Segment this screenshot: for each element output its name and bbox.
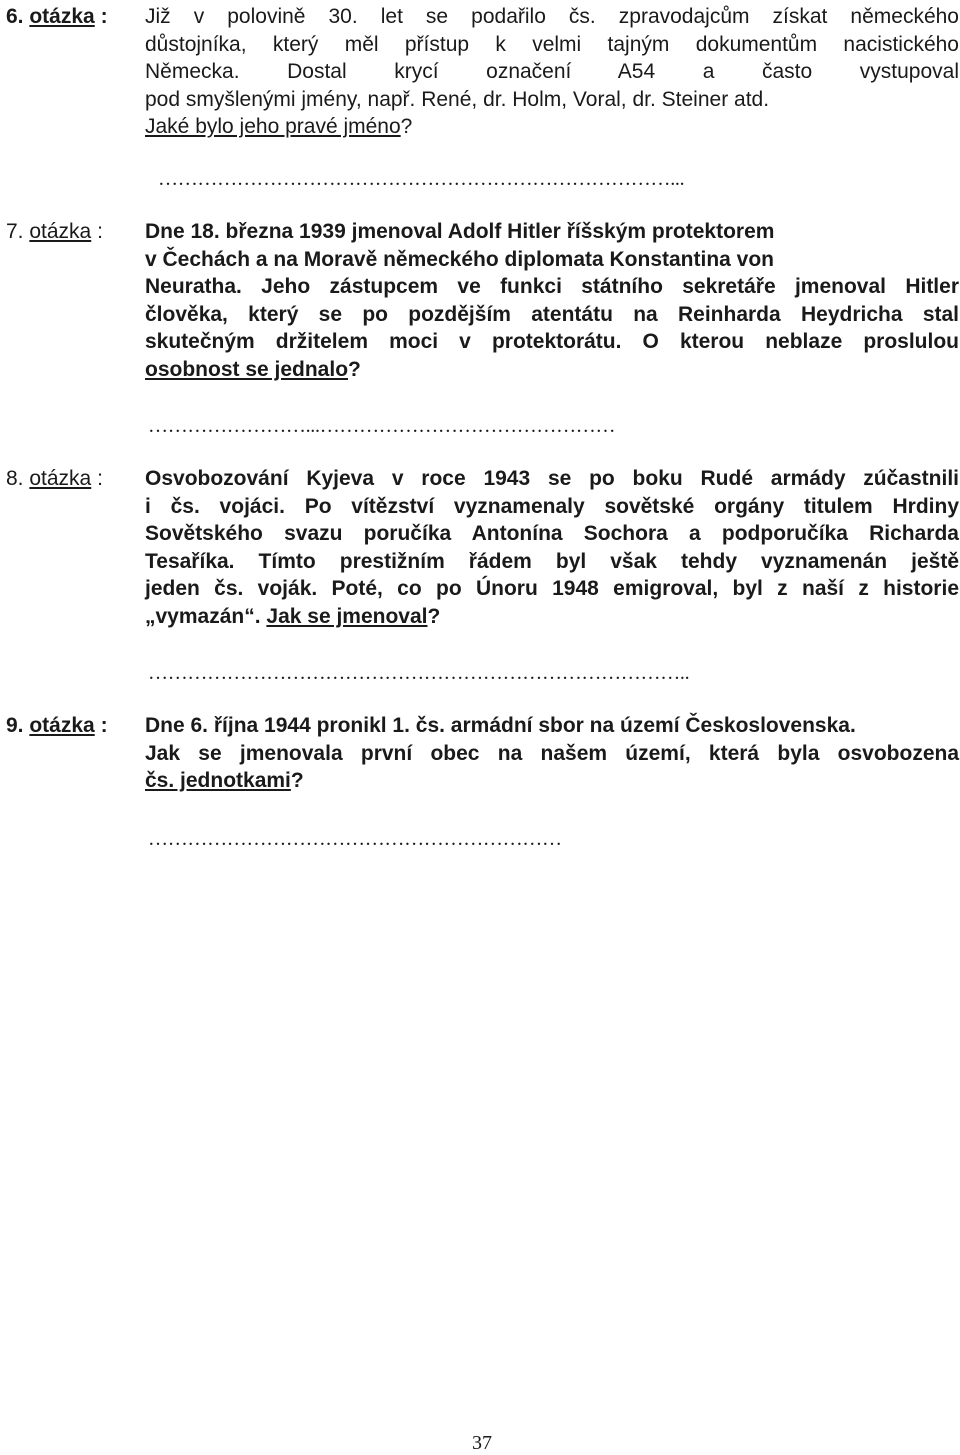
question-text <box>145 3 959 141</box>
text-line: i čs. vojáci. Po vítězství vyznamenaly sovětské orgány titulem Hrdiny <box>145 494 959 518</box>
question-label-text: otázka <box>29 714 95 737</box>
page-number: 37 <box>472 1432 492 1454</box>
question-mark: ? <box>348 357 361 381</box>
question-number: 6. <box>6 5 24 28</box>
question-label <box>6 465 103 493</box>
question-text <box>145 712 959 795</box>
text-line: Dne 18. března 1939 jmenoval Adolf Hitler říšským protektorem <box>145 220 775 243</box>
text-line: pod smyšlenými jmény, např. René, dr. Holm, Voral, dr. Steiner atd. <box>145 87 770 111</box>
answer-blank[interactable]: ……………………...……………………………………… <box>148 415 616 437</box>
text-fragment: „vymazán“. <box>145 604 267 628</box>
question-mark: ? <box>290 769 304 792</box>
text-line: Dne 6. října 1944 pronikl 1. čs. armádní sbor na území Československa. <box>145 714 856 737</box>
text-line: v Čechách a na Moravě německého diplomata Konstantina von <box>145 247 775 271</box>
question-number: 9. <box>6 714 24 737</box>
question-label <box>6 218 103 246</box>
text-line: Neuratha. Jeho zástupcem ve funkci státního sekretáře jmenoval Hitler <box>145 275 959 298</box>
text-line: Osvobozování Kyjeva v roce 1943 se po boku Rudé armády zúčastnili <box>145 467 959 490</box>
text-line <box>145 767 959 795</box>
question-prompt: osobnost se jednalo <box>145 357 349 381</box>
text-line: Německa. Dostal krycí označení A54 a často vystupoval <box>145 60 959 83</box>
text-line: skutečným držitelem moci v protektorátu. O kterou neblaze proslulou <box>145 330 959 353</box>
question-colon: : <box>97 220 103 243</box>
text-line: Tesaříka. Tímto prestižním řádem byl však tehdy vyznamenán ještě <box>145 549 959 573</box>
question-label-text: otázka <box>29 5 95 28</box>
text-line: jeden čs. voják. Poté, co po Únoru 1948 emigroval, byl z naší z historie <box>145 577 959 600</box>
text-line: důstojníka, který měl přístup k velmi tajným dokumentům nacistického <box>145 32 959 56</box>
text-line: člověka, který se po pozdějším atentátu na Reinharda Heydricha stal <box>145 302 959 326</box>
question-colon: : <box>97 467 103 490</box>
question-colon: : <box>100 5 108 28</box>
question-number: 7. <box>6 220 24 243</box>
question-prompt: čs. jednotkami <box>145 769 291 792</box>
text-line <box>145 356 959 384</box>
question-label <box>6 712 108 740</box>
text-line: Jak se jmenovala první obec na našem území, která byla osvobozena <box>145 741 959 765</box>
answer-blank[interactable]: ……………………………………………………… <box>148 828 562 850</box>
question-label-text: otázka <box>29 467 92 490</box>
question-mark: ? <box>400 115 413 138</box>
answer-blank[interactable]: ……………………………………………………………………... <box>158 168 685 190</box>
question-number: 8. <box>6 467 24 490</box>
text-line <box>145 113 959 141</box>
question-mark: ? <box>427 604 441 628</box>
text-line: Sovětského svazu poručíka Antonína Sochora a podporučíka Richarda <box>145 522 959 545</box>
text-line: Již v polovině 30. let se podařilo čs. zpravodajcům získat německého <box>145 5 959 28</box>
question-text <box>145 465 959 630</box>
text-line <box>145 603 959 631</box>
question-label-text: otázka <box>29 220 92 243</box>
question-prompt: Jaké bylo jeho pravé jméno <box>145 115 401 138</box>
question-text <box>145 218 959 383</box>
question-prompt: Jak se jmenoval <box>266 604 428 628</box>
question-label <box>6 3 108 31</box>
question-colon: : <box>100 714 108 737</box>
answer-blank[interactable]: ……………………………………………………………………….. <box>148 662 690 684</box>
